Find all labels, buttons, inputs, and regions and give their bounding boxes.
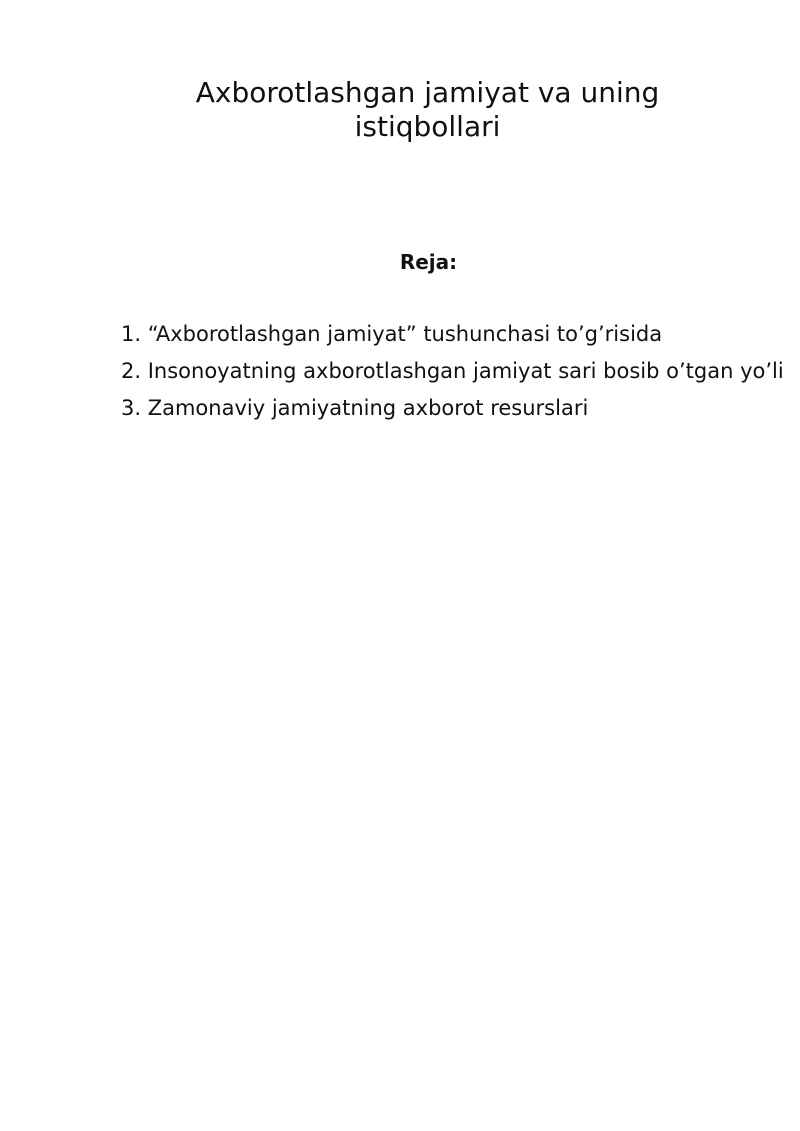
plan-heading: Reja: [399, 250, 458, 274]
page-title [0, 76, 800, 144]
plan-item-2: 2. Insonoyatning axborotlashgan jamiyat sari bosib o’tgan yo’li [121, 359, 784, 383]
plan-item-1: 1. “Axborotlashgan jamiyat” tushunchasi to’g’risida [121, 322, 663, 346]
title-line-1: Axborotlashgan jamiyat va uning [195, 76, 660, 109]
plan-list [121, 316, 797, 427]
title-line-2: istiqbollari [354, 110, 501, 143]
plan-item-3: 3. Zamonaviy jamiyatning axborot resurslari [121, 396, 589, 420]
